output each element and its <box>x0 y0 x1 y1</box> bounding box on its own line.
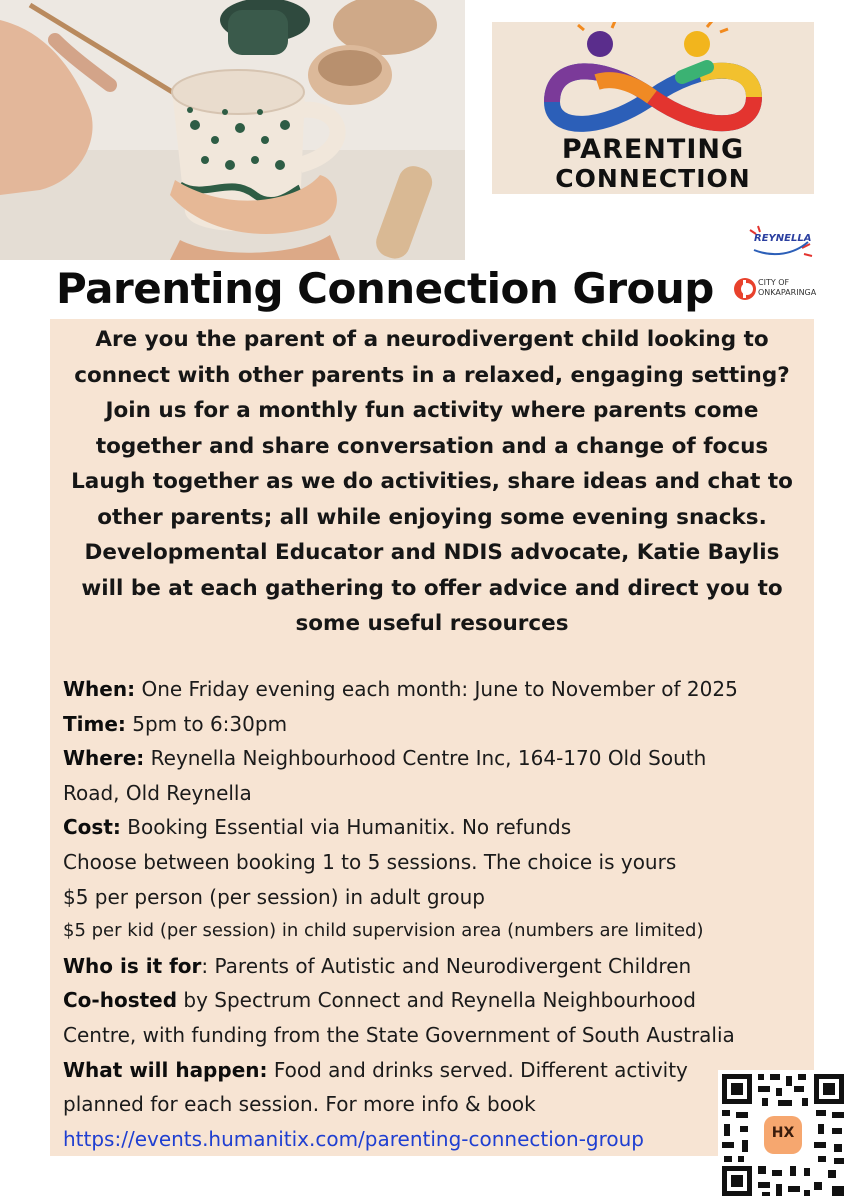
kid-price-row: $5 per kid (per session) in child supervision area (numbers are limited) <box>63 920 704 942</box>
adult-price-row: $5 per person (per session) in adult group <box>63 884 485 909</box>
when-row <box>63 672 738 707</box>
reynella-text: REYNELLA <box>754 233 812 244</box>
happen-value: Food and drinks served. Different activity <box>267 1057 688 1082</box>
intro-line: Developmental Educator and NDIS advocate, Katie Baylis <box>84 540 780 565</box>
logo-line-2: CONNECTION <box>555 164 751 193</box>
onkaparinga-mark-icon <box>733 276 757 302</box>
happen-label: What will happen: <box>63 1057 268 1082</box>
logo-line-1: PARENTING <box>561 134 745 165</box>
intro-line: Join us for a monthly fun activity where parents come <box>105 398 759 423</box>
when-value: One Friday evening each month: June to November of 2025 <box>135 677 738 701</box>
infinity-people-icon <box>492 22 814 142</box>
intro-line: Are you the parent of a neurodivergent child looking to <box>95 327 769 352</box>
header-photo <box>0 0 465 260</box>
cohost-label: Co-hosted <box>63 988 178 1013</box>
cost-label: Cost: <box>63 815 121 840</box>
reynella-logo <box>744 224 816 260</box>
cohost-row <box>63 983 738 1018</box>
cost-value: Booking Essential via Humanitix. No refunds <box>120 815 572 840</box>
intro-paragraph <box>60 322 804 642</box>
cost-row <box>63 810 738 845</box>
when-label: When: <box>63 677 136 701</box>
intro-line: Laugh together as we do activities, share ideas and chat to <box>71 469 793 494</box>
time-value: 5pm to 6:30pm <box>125 711 288 736</box>
choose-row: Choose between booking 1 to 5 sessions. The choice is yours <box>63 849 677 874</box>
happen-row <box>63 1053 738 1088</box>
who-value: : Parents of Autistic and Neurodivergent Children <box>201 953 692 978</box>
parenting-connection-logo <box>492 22 814 194</box>
intro-line: will be at each gathering to offer advice and direct you to <box>81 575 783 601</box>
page-title: Parenting Connection Group <box>56 264 714 313</box>
time-label: Time: <box>63 711 126 736</box>
onkaparinga-line-2: ONKAPARINGA <box>758 288 817 297</box>
booking-link[interactable]: https://events.humanitix.com/parenting-connection-group <box>63 1126 644 1151</box>
cohost-row-cont: Centre, with funding from the State Government of South Australia <box>63 1022 735 1047</box>
who-label: Who is it for <box>63 953 202 978</box>
intro-line: together and share conversation and a change of focus <box>95 433 769 459</box>
intro-line: connect with other parents in a relaxed, engaging setting? <box>74 362 790 388</box>
onkaparinga-text <box>758 278 816 298</box>
event-details <box>63 672 738 1156</box>
onkaparinga-line-1: CITY OF <box>758 278 790 287</box>
humanitix-badge-label: HX <box>771 1125 795 1141</box>
time-row <box>63 707 738 742</box>
intro-line: other parents; all while enjoying some evening snacks. <box>97 504 767 530</box>
pottery-illustration <box>0 0 465 260</box>
onkaparinga-logo <box>733 276 817 304</box>
who-row <box>63 949 738 984</box>
qr-code[interactable] <box>718 1070 848 1200</box>
where-row-cont: Road, Old Reynella <box>63 780 252 805</box>
happen-row-cont: planned for each session. For more info & book <box>63 1092 536 1117</box>
cohost-value: by Spectrum Connect and Reynella Neighbourhood <box>177 988 696 1013</box>
where-label: Where: <box>63 746 145 771</box>
where-value: Reynella Neighbourhood Centre Inc, 164-170 Old South <box>144 746 707 771</box>
intro-line: some useful resources <box>295 611 569 636</box>
where-row <box>63 741 738 776</box>
